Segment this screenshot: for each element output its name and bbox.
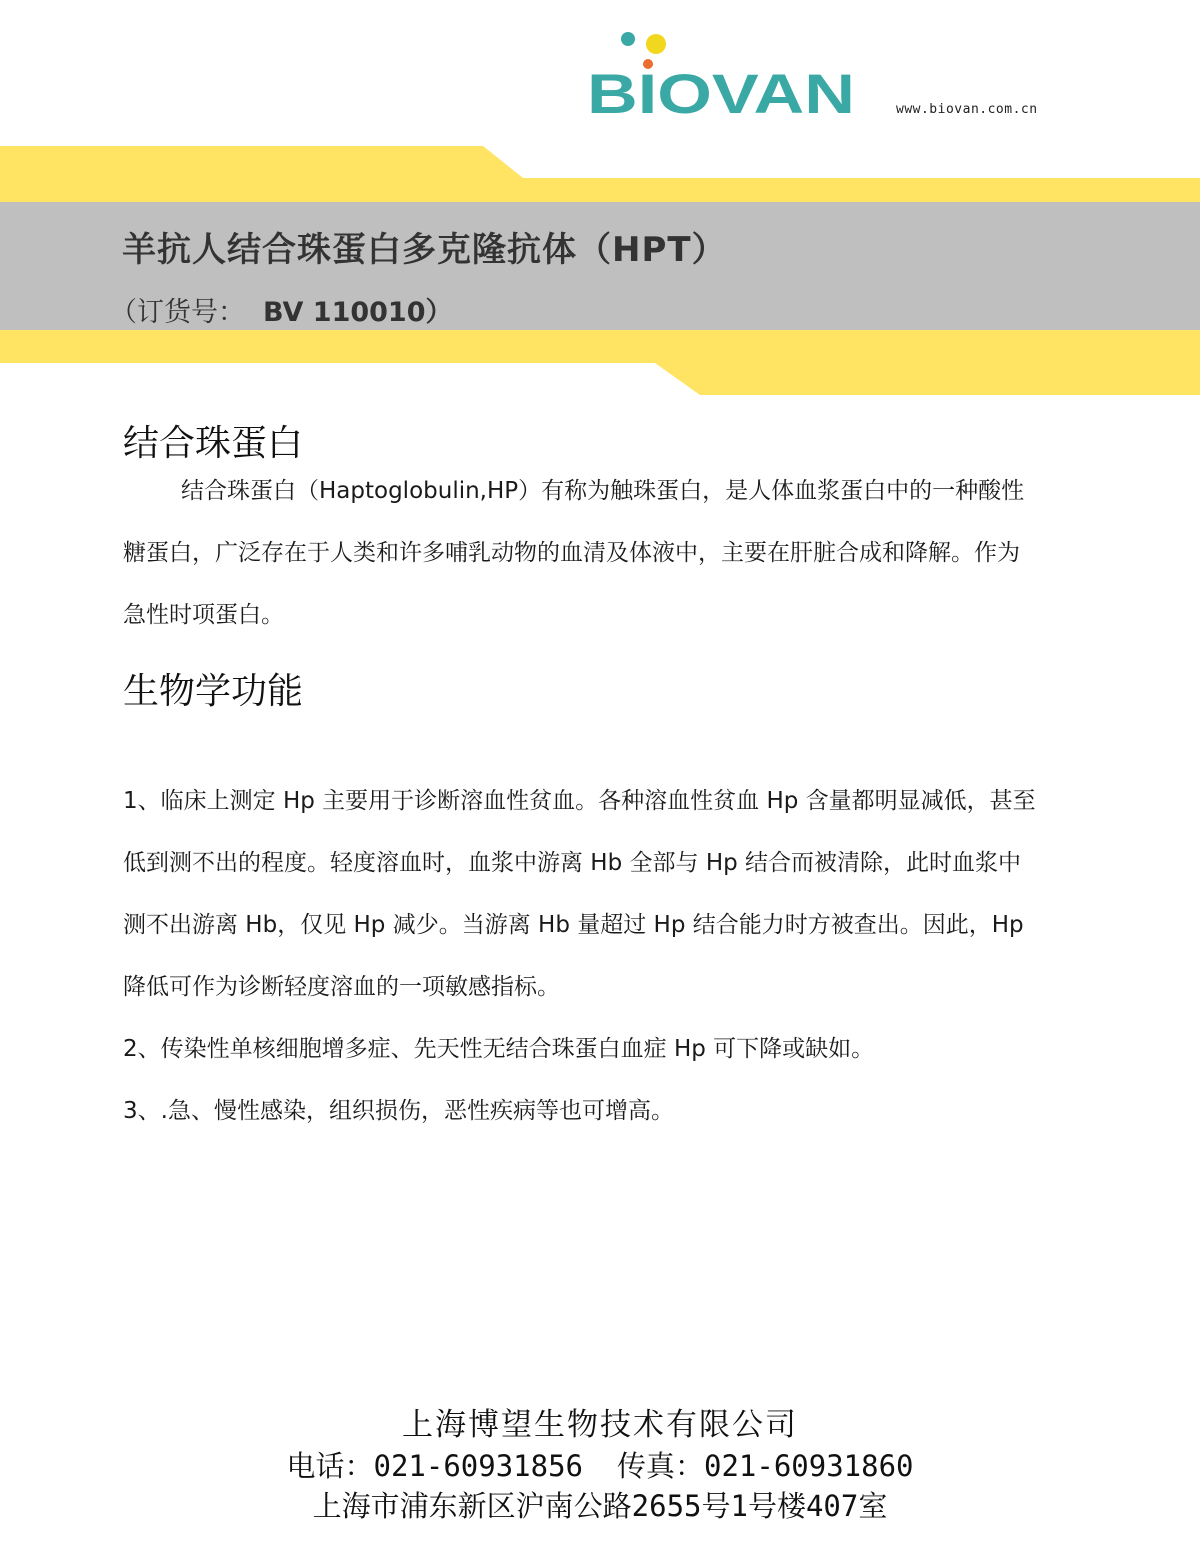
paragraph-line: 3、.急、慢性感染，组织损伤，恶性疾病等也可增高。 bbox=[123, 1098, 674, 1124]
catalog-label: （订货号： bbox=[110, 297, 245, 328]
website-url: www.biovan.com.cn bbox=[896, 102, 1038, 117]
section-heading-haptoglobin: 结合珠蛋白 bbox=[123, 423, 304, 464]
company-footer bbox=[0, 1404, 1200, 1526]
paragraph-line: 2、传染性单核细胞增多症、先天性无结合珠蛋白血症 Hp 可下降或缺如。 bbox=[123, 1036, 875, 1062]
paragraph-line: 降低可作为诊断轻度溶血的一项敏感指标。 bbox=[123, 974, 560, 1000]
logo-dot-yellow bbox=[646, 34, 666, 54]
catalog-code: BV 110010） bbox=[263, 297, 453, 328]
logo-dot-teal bbox=[621, 32, 635, 46]
banner-yellow-top bbox=[0, 146, 1200, 204]
logo-wordmark: BIOVAN bbox=[587, 62, 855, 123]
catalog-number bbox=[110, 290, 453, 329]
fax-number: 传真：021-60931860 bbox=[617, 1449, 914, 1483]
biovan-logo bbox=[585, 28, 865, 123]
paragraph-line: 结合珠蛋白（Haptoglobulin,HP）有称为触珠蛋白，是人体血浆蛋白中的一种酸性 bbox=[181, 478, 1025, 504]
function-paragraph bbox=[123, 770, 1083, 1142]
section-heading-biological-function: 生物学功能 bbox=[123, 671, 304, 712]
paragraph-line: 急性时项蛋白。 bbox=[123, 602, 284, 628]
intro-paragraph bbox=[123, 460, 1083, 646]
product-title: 羊抗人结合珠蛋白多克隆抗体（HPT） bbox=[122, 230, 727, 270]
contact-line bbox=[0, 1446, 1200, 1486]
company-name: 上海博望生物技术有限公司 bbox=[402, 1407, 798, 1443]
paragraph-line: 测不出游离 Hb，仅见 Hp 减少。当游离 Hb 量超过 Hp 结合能力时方被查出。因此，Hp bbox=[123, 912, 1024, 938]
paragraph-line: 糖蛋白，广泛存在于人类和许多哺乳动物的血清及体液中，主要在肝脏合成和降解。作为 bbox=[123, 540, 1020, 566]
phone-number: 电话：021-60931856 bbox=[286, 1449, 583, 1483]
paragraph-line: 1、临床上测定 Hp 主要用于诊断溶血性贫血。各种溶血性贫血 Hp 含量都明显减低，甚至 bbox=[123, 788, 1036, 814]
company-address: 上海市浦东新区沪南公路2655号1号楼407室 bbox=[312, 1489, 888, 1523]
paragraph-line: 低到测不出的程度。轻度溶血时，血浆中游离 Hb 全部与 Hp 结合而被清除，此时血浆中 bbox=[123, 850, 1022, 876]
logo-graphic bbox=[585, 28, 865, 123]
banner-yellow-bottom bbox=[0, 330, 1200, 395]
